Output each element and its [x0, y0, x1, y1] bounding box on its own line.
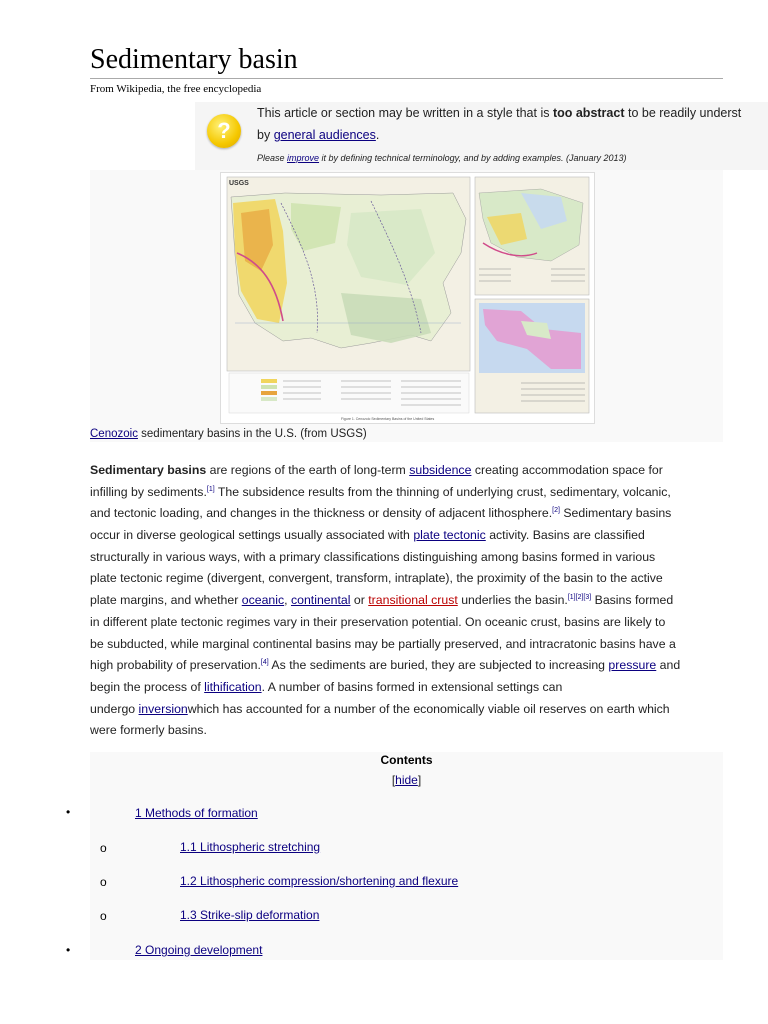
cenozoic-link[interactable]: Cenozoic — [90, 428, 138, 440]
lithification-link[interactable]: lithification — [204, 679, 262, 694]
citation-ref[interactable]: [1][2][3] — [567, 594, 592, 602]
usgs-basin-map[interactable] — [220, 172, 595, 424]
toc-bullet: o — [100, 909, 107, 923]
oceanic-link[interactable]: oceanic — [241, 593, 285, 608]
map-image — [221, 173, 594, 423]
toc-item-strike-slip-deformation[interactable]: 1.3 Strike-slip deformation — [180, 908, 320, 922]
body-line: be subducted, while marginal continental basins may be partially preserved, and intracratonic basins have a — [90, 636, 676, 651]
citation-ref[interactable]: [1] — [206, 485, 215, 493]
toc-bullet: • — [66, 805, 71, 819]
figure-box — [90, 170, 723, 442]
title-divider — [90, 78, 723, 79]
subsidence-link[interactable]: subsidence — [409, 463, 472, 477]
body-line: and tectonic loading, and changes in the thickness or density of adjacent lithosphere.[2] Sedimentary basins — [90, 506, 672, 521]
site-tagline: From Wikipedia, the free encyclopedia — [90, 83, 262, 95]
body-line: structurally in various ways, with a primary classifications distinguishing among basins formed in various — [90, 549, 656, 564]
toc-item-ongoing-development[interactable]: 2 Ongoing development — [135, 943, 263, 957]
toc-bullet: o — [100, 875, 107, 889]
toc-item-methods-of-formation[interactable]: 1 Methods of formation — [135, 806, 258, 820]
body-line: were formerly basins. — [90, 723, 207, 738]
toc-item-lithospheric-compression[interactable]: 1.2 Lithospheric compression/shortening and flexure — [180, 874, 459, 888]
body-line: occur in diverse geological settings usually associated with plate tectonic activity. Basins are classified — [90, 528, 645, 543]
notice-note: Please improve it by defining technical terminology, and by adding examples. (January 2013) — [257, 153, 627, 163]
map-header: USGS — [229, 180, 249, 187]
pressure-link[interactable]: pressure — [608, 658, 657, 673]
improve-link[interactable]: improve — [287, 153, 320, 163]
continental-link[interactable]: continental — [290, 593, 351, 608]
body-line: begin the process of lithification. A number of basins formed in extensional settings can — [90, 679, 563, 694]
body-line: plate tectonic regime (divergent, convergent, transform, intraplate), the proximity of the basin to the active — [90, 571, 663, 586]
toc-item-lithospheric-stretching[interactable]: 1.1 Lithospheric stretching — [180, 840, 321, 854]
notice-line-1: This article or section may be written in a style that is too abstract to be readily underst — [257, 106, 742, 120]
notice-line-2: by general audiences. — [257, 128, 380, 142]
body-line: undergo inversionwhich has accounted for a number of the economically viable oil reserves on earth which — [90, 701, 670, 716]
body-line: plate margins, and whether oceanic, continental or transitional crust underlies the basin.[1][2][3] Basins formed — [90, 593, 674, 608]
citation-ref[interactable]: [4] — [260, 659, 269, 667]
page-title: Sedimentary basin — [90, 44, 298, 75]
toc-title: Contents — [380, 753, 433, 767]
plate-tectonic-link[interactable]: plate tectonic — [413, 528, 486, 543]
transitional-crust-link[interactable]: transitional crust — [368, 593, 458, 608]
toc-bullet: • — [66, 943, 71, 957]
citation-ref[interactable]: [2] — [552, 507, 560, 515]
question-icon: ? — [207, 114, 241, 148]
figure-caption: Cenozoic sedimentary basins in the U.S. (from USGS) — [90, 428, 367, 440]
body-line: high probability of preservation.[4] As the sediments are buried, they are subjected to increasing pressure and — [90, 658, 681, 673]
cleanup-notice — [195, 102, 768, 170]
body-line: infilling by sediments.[1] The subsidence results from the thinning of underlying crust, sedimentary, volcanic, — [90, 484, 671, 499]
inversion-link[interactable]: inversion — [138, 701, 188, 716]
general-audiences-link[interactable]: general audiences — [273, 128, 376, 142]
toc-hide-link[interactable]: hide — [395, 773, 418, 787]
table-of-contents — [90, 752, 723, 960]
toc-toggle: [hide] — [391, 773, 422, 787]
body-line: in different plate tectonic regimes vary in their preservation potential. On oceanic crust, basins are likely to — [90, 614, 666, 629]
body-line: Sedimentary basins are regions of the earth of long-term subsidence creating accommodation space for — [90, 463, 663, 477]
map-footer: Figure 1. Cenozoic Sedimentary Basins of the United States — [341, 417, 435, 421]
toc-bullet: o — [100, 841, 107, 855]
article-body — [90, 460, 730, 742]
